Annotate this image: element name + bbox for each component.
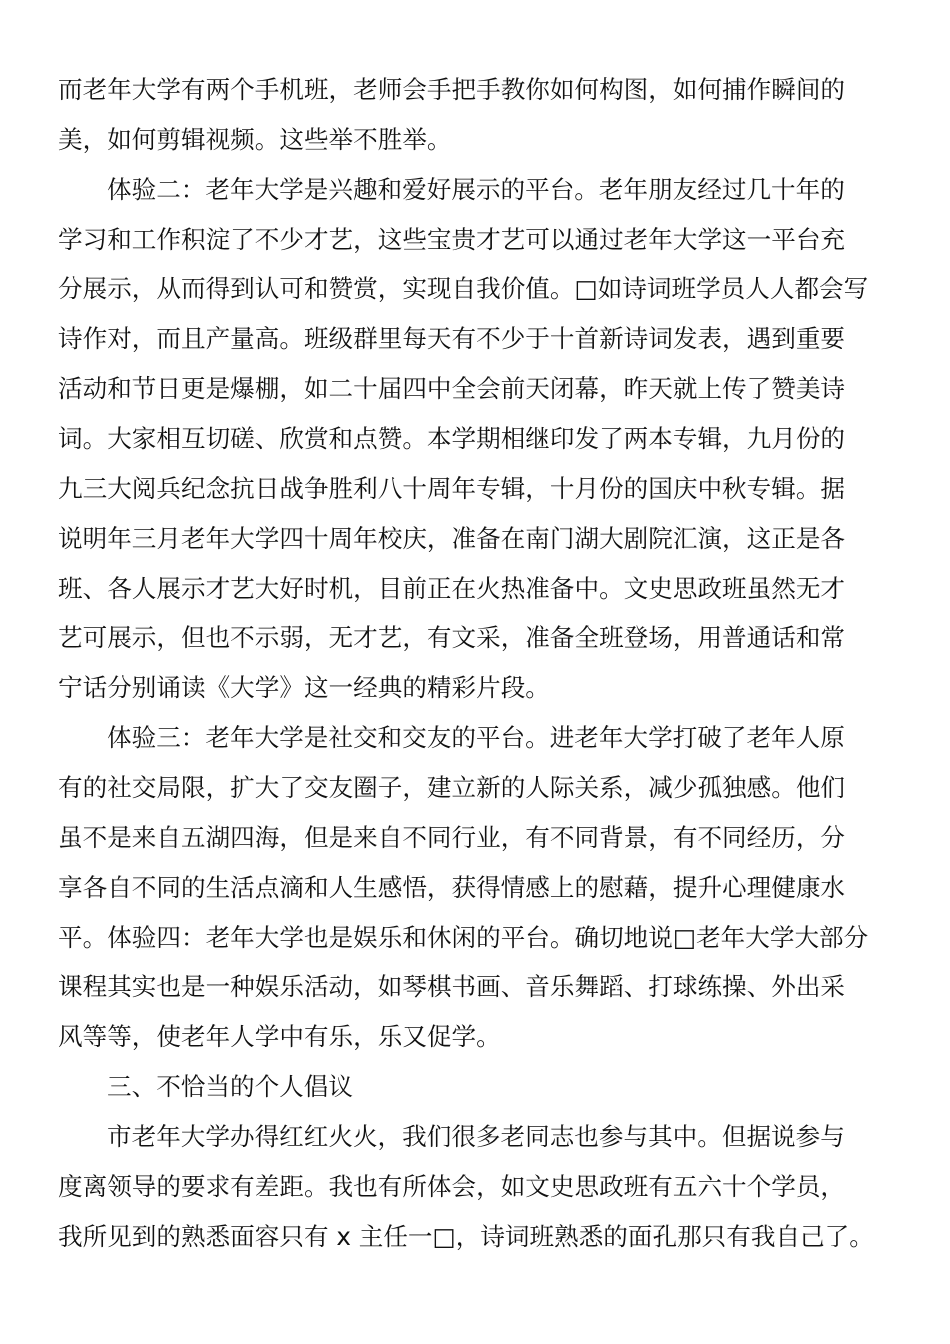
text-line: 九三大阅兵纪念抗日战争胜利八十周年专辑，十月份的国庆中秋专辑。据	[58, 473, 846, 503]
text-line: 班、各人展示才艺大好时机，目前正在火热准备中。文史思政班虽然无才	[58, 573, 846, 603]
text-line: 享各自不同的生活点滴和人生感悟，获得情感上的慰藉，提升心理健康水	[58, 872, 846, 902]
text-line: 体验二：老年大学是兴趣和爱好展示的平台。老年朋友经过几十年的	[107, 174, 845, 204]
text-line: 美，如何剪辑视频。这些举不胜举。	[58, 124, 452, 154]
text-line: 虽不是来自五湖四海，但是来自不同行业，有不同背景，有不同经历，分	[58, 822, 846, 852]
text-line: 三、不恰当的个人倡议	[107, 1072, 353, 1102]
document-body	[58, 65, 898, 1262]
text-line: 我所见到的熟悉面容只有 x 主任一□，诗词班熟悉的面孔那只有我自己了。	[58, 1221, 874, 1251]
text-line: 词。大家相互切磋、欣赏和点赞。本学期相继印发了两本专辑，九月份的	[58, 424, 846, 454]
text-line: 有的社交局限，扩大了交友圈子，建立新的人际关系，减少孤独感。他们	[58, 773, 846, 803]
text-line: 度离领导的要求有差距。我也有所体会，如文史思政班有五六十个学员，	[58, 1171, 846, 1201]
text-line: 市老年大学办得红红火火，我们很多老同志也参与其中。但据说参与	[107, 1122, 845, 1152]
text-line: 而老年大学有两个手机班，老师会手把手教你如何构图，如何捕作瞬间的	[58, 75, 846, 104]
text-line: 风等等，使老年人学中有乐，乐又促学。	[58, 1022, 501, 1052]
text-line: 诗作对，而且产量高。班级群里每天有不少于十首新诗词发表，遇到重要	[58, 324, 846, 354]
text-line: 宁话分别诵读《大学》这一经典的精彩片段。	[58, 673, 550, 703]
text-line: 体验三：老年大学是社交和交友的平台。进老年大学打破了老年人原	[107, 723, 845, 753]
text-line: 课程其实也是一种娱乐活动，如琴棋书画、音乐舞蹈、打球练操、外出采	[58, 972, 846, 1002]
text-line: 学习和工作积淀了不少才艺，这些宝贵才艺可以通过老年大学这一平台充	[58, 224, 846, 254]
text-line: 活动和节日更是爆棚，如二十届四中全会前天闭幕，昨天就上传了赞美诗	[58, 374, 846, 404]
text-line: 艺可展示，但也不示弱，无才艺，有文采，准备全班登场，用普通话和常	[58, 623, 846, 653]
text-line: 平。体验四：老年大学也是娱乐和休闲的平台。确切地说□老年大学大部分	[58, 922, 869, 952]
text-line: 分展示，从而得到认可和赞赏，实现自我价值。□如诗词班学员人人都会写	[58, 274, 869, 304]
text-line: 说明年三月老年大学四十周年校庆，准备在南门湖大剧院汇演，这正是各	[58, 523, 846, 553]
